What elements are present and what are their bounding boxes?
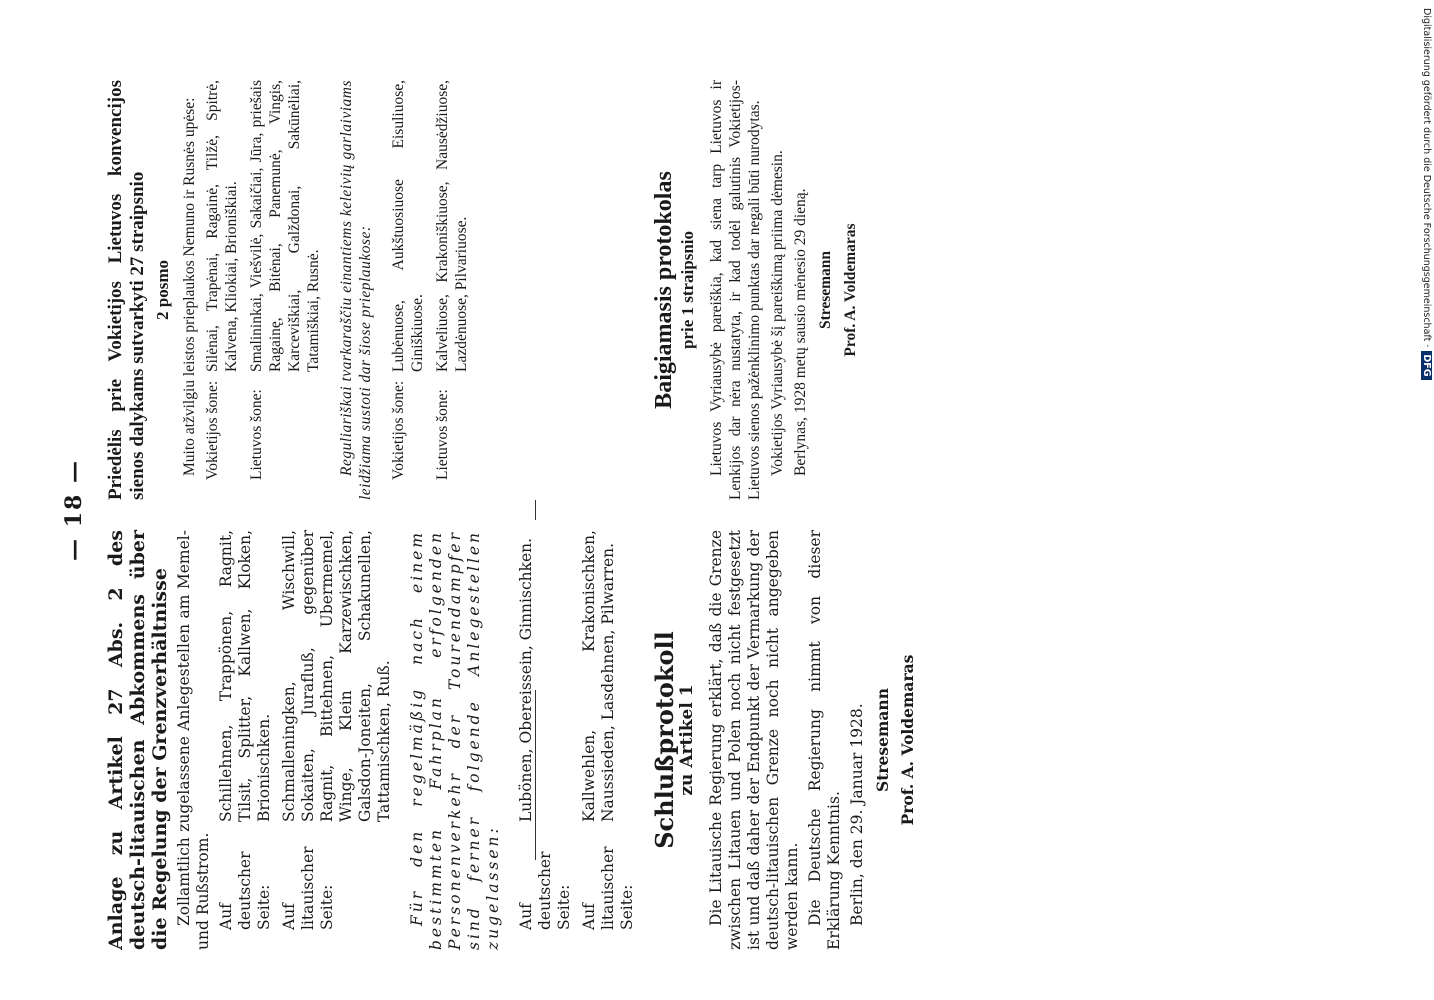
row-label: Auf deutscher Seite: — [217, 851, 273, 930]
row-label: Auf litauischer Seite: — [580, 846, 636, 930]
lithuanian-protocol-paragraph: Vokietijos Vyriausybė šį pareiškimą priima dėmesin. — [769, 150, 786, 476]
row-label: Lietuvos šone: — [434, 389, 451, 480]
page-number: — 18 — — [61, 459, 87, 561]
signature-stresemann: Stresemann — [873, 688, 892, 792]
german-row — [280, 530, 394, 950]
row-value: Kallwehlen, Krakonischken, Naussieden, Lasdehnen, Pilwarren. — [580, 530, 617, 822]
lithuanian-protocol-subtitle: prie 1 straipsnio — [678, 230, 697, 350]
row-value: Kalveliuose, Krakoniškiuose, Nausėdžiuose, Lazdėnuose, Pilvariuose. — [434, 80, 470, 372]
lithuanian-row — [433, 80, 471, 500]
watermark-caption: Digitalisierung gefördert durch die Deutsche Forschungsgemeinschaft · — [1421, 8, 1432, 348]
row-label: Auf deutscher Seite: — [517, 851, 573, 930]
lithuanian-annex-subtitle: 2 posmo — [153, 260, 172, 320]
row-label: Lietuvos šone: — [248, 389, 265, 480]
row-value: Smalininkai, Viešvilė, Sakaičiai, Jūra, priešais Ragainę, Bitėnai, Panemunė, Vingis, Karceviškiai, Galždonai, Sakūnėliai, Tatamiškiai, Rusnė. — [248, 80, 322, 372]
german-annex — [105, 530, 643, 950]
german-annex-title: Anlage zu Artikel 27 Abs. 2 des deutsch-litauischen Abkommens über die Regelung der Grenzverhältnisse — [105, 530, 171, 950]
lithuanian-protocol-paragraph: Lietuvos Vyriausybė pareiškia, kad siena tarp Lietuvos ir Lenkijos dar nėra nustatyta, ir kad todėl galutinis Vokietijos-Lietuvos sienos pažėnklinimo punktas dar negali būti nurodytas. — [708, 80, 763, 500]
row-label: Vokietijos šone: — [204, 380, 221, 480]
german-protocol-paragraph: Die Litauische Regierung erklärt, daß die Grenze zwischen Litauen und Polen noch nicht festgesetzt ist und daß daher der Endpunkt der Vermarkung der deutsch-litauischen Grenze noch nicht angegeben werden kann. — [707, 530, 801, 950]
lithuanian-place-date: Berlynas, 1928 metų sausio mėnesio 29 dieną. — [792, 188, 809, 476]
lithuanian-row — [389, 80, 427, 500]
lithuanian-row — [203, 80, 241, 500]
lithuanian-closing-protocol — [651, 80, 862, 500]
lithuanian-row — [247, 80, 323, 500]
lithuanian-annex-title: Priedėlis prie Vokietijos Lietuvos konvencijos sienos dalykams sutvarkyti 27 straipsnio — [105, 80, 148, 500]
german-protocol-title: Schlußprotokoll — [650, 631, 679, 849]
row-value: Silėnai, Trapėnai, Ragainė, Tilžė, Spitrė, Kalvena, Kliokiai, Brioniškiai. — [204, 80, 240, 372]
row-value: Schmalleningken, Wischwill, Sokaiten, Jurafluß, gegenüber Ragnit, Bittehnen, Ubermemel, Winge, Klein Karzewischken, Galsdon-Joneiten, Schakunellen, Tattamischken, Ruß. — [280, 530, 393, 822]
german-place-date: Berlin, den 29. Januar 1928. — [848, 703, 866, 926]
signature-stresemann: Stresemann — [817, 250, 834, 330]
lithuanian-annex — [105, 80, 477, 500]
row-value: Schillehnen, Trappönen, Ragnit, Tilsit, Splitter, Kallwen, Kloken, Brionischken. — [217, 530, 273, 822]
german-protocol-paragraph: Die Deutsche Regierung nimmt von dieser Erklärung Kenntnis. — [806, 530, 843, 950]
dfg-watermark-text — [1421, 8, 1432, 380]
lithuanian-italic-paragraph: Reguliariškai tvarkaraščiu einantiems keleivių garlaiviams leidžiama sustoti dar šiose prieplaukose: — [338, 80, 374, 500]
german-spaced-paragraph: Für den regelmäßig nach einem bestimmten Fahrplan erfolgenden Personenverkehr der Tourendampfer sind ferner folgende Anlegestellen zugelassen: — [408, 530, 502, 950]
german-row — [517, 530, 574, 950]
row-value: Lubönen, Obereissein, Ginnischken. — [517, 537, 535, 822]
signature-voldemaras: Prof. A. Voldemaras — [842, 223, 859, 357]
german-intro: Zollamtlich zugelassene Anlegestellen am Memel- und Rußstrom. — [175, 530, 212, 950]
row-value: Lubėnuose, Aukštuosiuose Eisuliuose, Giniškiuose. — [390, 80, 426, 372]
german-closing-protocol — [650, 530, 919, 950]
german-protocol-subtitle: zu Artikel 1 — [677, 684, 697, 796]
row-label: Auf litauischer Seite: — [280, 846, 336, 930]
section-divider — [535, 500, 536, 520]
row-label: Vokietijos šone: — [390, 380, 407, 480]
section-divider — [535, 690, 536, 860]
lithuanian-intro: Muito atžvilgiu leistos prieplaukos Nemuno ir Rusnės upėse: — [181, 97, 198, 476]
german-row — [580, 530, 637, 950]
german-row — [217, 530, 274, 950]
lithuanian-protocol-title: Baigiamasis protokolas — [651, 171, 677, 409]
dfg-watermark — [1418, 8, 1432, 388]
signature-voldemaras: Prof. A. Voldemaras — [898, 654, 917, 826]
rotated-page — [55, 40, 1235, 980]
dfg-logo-icon: DFG — [1421, 351, 1432, 379]
